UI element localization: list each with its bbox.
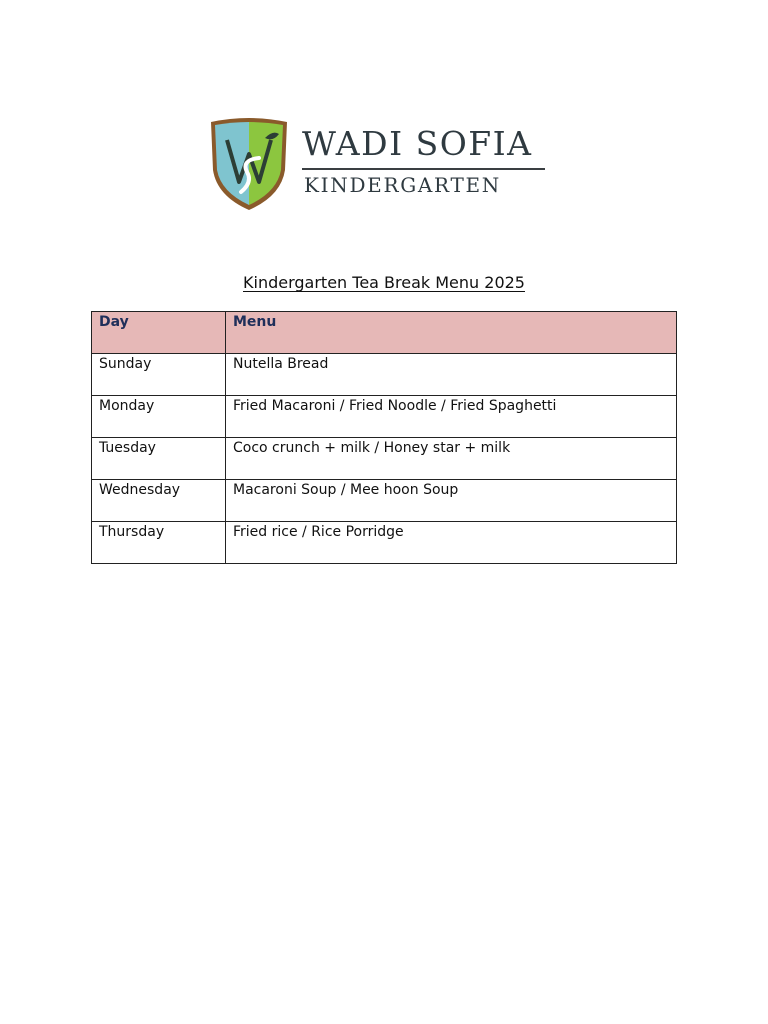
menu-cell: Fried Macaroni / Fried Noodle / Fried Spaghetti (226, 396, 677, 438)
day-cell: Sunday (92, 354, 226, 396)
logo-school-name: WADI SOFIA (302, 124, 533, 163)
logo-divider (302, 168, 545, 170)
header-menu: Menu (226, 312, 677, 354)
menu-cell: Fried rice / Rice Porridge (226, 522, 677, 564)
crest-icon (207, 116, 291, 212)
day-cell: Tuesday (92, 438, 226, 480)
table-header-row (92, 312, 677, 354)
table-row (92, 480, 677, 522)
day-cell: Wednesday (92, 480, 226, 522)
table-row (92, 522, 677, 564)
document-title: Kindergarten Tea Break Menu 2025 (243, 273, 525, 292)
table-row (92, 396, 677, 438)
header-day: Day (92, 312, 226, 354)
day-cell: Thursday (92, 522, 226, 564)
menu-cell: Coco crunch + milk / Honey star + milk (226, 438, 677, 480)
menu-cell: Macaroni Soup / Mee hoon Soup (226, 480, 677, 522)
menu-cell: Nutella Bread (226, 354, 677, 396)
logo-subtitle: KINDERGARTEN (304, 173, 502, 197)
tea-break-menu-table (91, 311, 677, 564)
table-row (92, 354, 677, 396)
table-row (92, 438, 677, 480)
day-cell: Monday (92, 396, 226, 438)
school-logo (207, 116, 552, 212)
